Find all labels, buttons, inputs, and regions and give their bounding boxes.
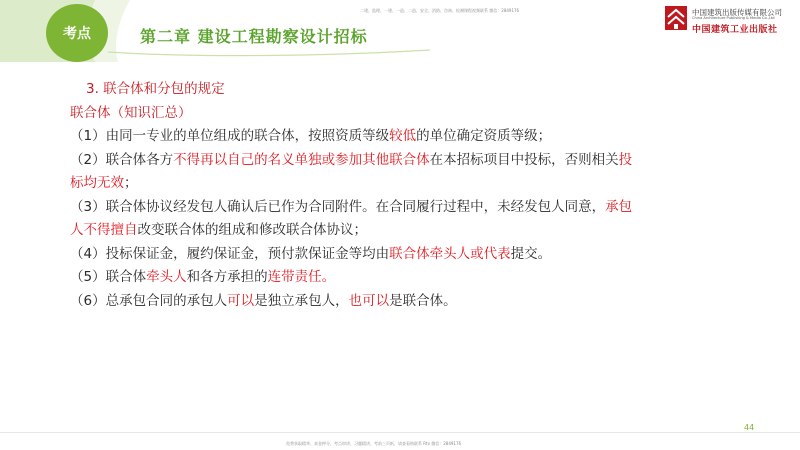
list-item	[70, 290, 760, 314]
item-text: 和各方承担的	[186, 269, 268, 285]
item-text: 是联合体。	[389, 292, 457, 309]
list-item	[70, 125, 760, 149]
item-text: （6）总承包合同的承包人	[70, 292, 228, 309]
item-highlight: 较低	[389, 128, 417, 144]
item-text: （4）投标保证金，履约保证金，预付款保证金等均由	[70, 245, 390, 262]
item-text: ；	[124, 175, 138, 191]
item-highlight: 可以	[227, 292, 255, 309]
item-text: 的单位确定资质等级；	[416, 128, 552, 144]
item-highlight: 联合体牵头人或代表	[389, 245, 511, 262]
list-item	[70, 266, 760, 290]
page-number: 44	[744, 423, 755, 432]
publisher-name-cn: 中国建筑出版传媒有限公司	[692, 8, 782, 17]
list-item	[70, 149, 760, 173]
item-text: 提交。	[510, 245, 552, 262]
chapter-title: 第二章 建设工程勘察设计招标	[140, 27, 368, 46]
item-text: 改变联合体的组成和修改联合体协议；	[137, 222, 367, 238]
footer-divider	[0, 432, 800, 433]
top-watermark-note: 二建、监理、一建、一造、二造、安全、消防、咨询、检测课程视频联系 微信：2849176	[360, 8, 520, 13]
topic-tag: 考点	[46, 4, 108, 62]
item-highlight: 承包	[605, 198, 633, 215]
bottom-watermark-note: 免费获取精华、真金押分，考点串讲、习题精讲、考前三页纸，请查看购联系 Rtv 微信：2849176	[286, 441, 462, 446]
publisher-logo-icon	[664, 5, 688, 31]
item-text: （3）联合体协议经发包人确认后已作为合同附件。在合同履行过程中，未经发包人同意，	[70, 198, 606, 215]
item-text: 是独立承包人，	[254, 292, 349, 309]
slide-content	[70, 78, 760, 313]
item-highlight: 标均无效	[70, 175, 124, 191]
item-text: （2）联合体各方	[70, 151, 174, 168]
list-item	[70, 196, 760, 220]
item-text: （5）联合体	[70, 269, 147, 285]
item-highlight: 连带责任。	[267, 269, 336, 285]
item-highlight: 不得再以自己的名义单独或参加其他联合体	[173, 151, 430, 168]
list-item-continued	[70, 172, 760, 196]
publisher-logo	[664, 5, 794, 37]
item-highlight: 也可以	[348, 292, 390, 309]
publisher-name-cn2: 中国建筑工业出版社	[692, 25, 778, 35]
item-highlight: 投	[618, 151, 633, 168]
section-title: 3. 联合体和分包的规定	[86, 81, 225, 97]
publisher-name-en: China Architecture Publishing & Media Co.,Ltd	[692, 16, 775, 20]
item-highlight: 牵头人	[146, 269, 187, 285]
list-item	[70, 243, 760, 267]
list-item-continued	[70, 219, 760, 243]
item-text: （1）由同一专业的单位组成的联合体，按照资质等级	[70, 128, 390, 144]
subtitle: 联合体（知识汇总）	[70, 104, 192, 121]
item-highlight: 人不得擅自	[70, 222, 138, 238]
item-text: 在本招标项目中投标，否则相关	[429, 151, 619, 168]
